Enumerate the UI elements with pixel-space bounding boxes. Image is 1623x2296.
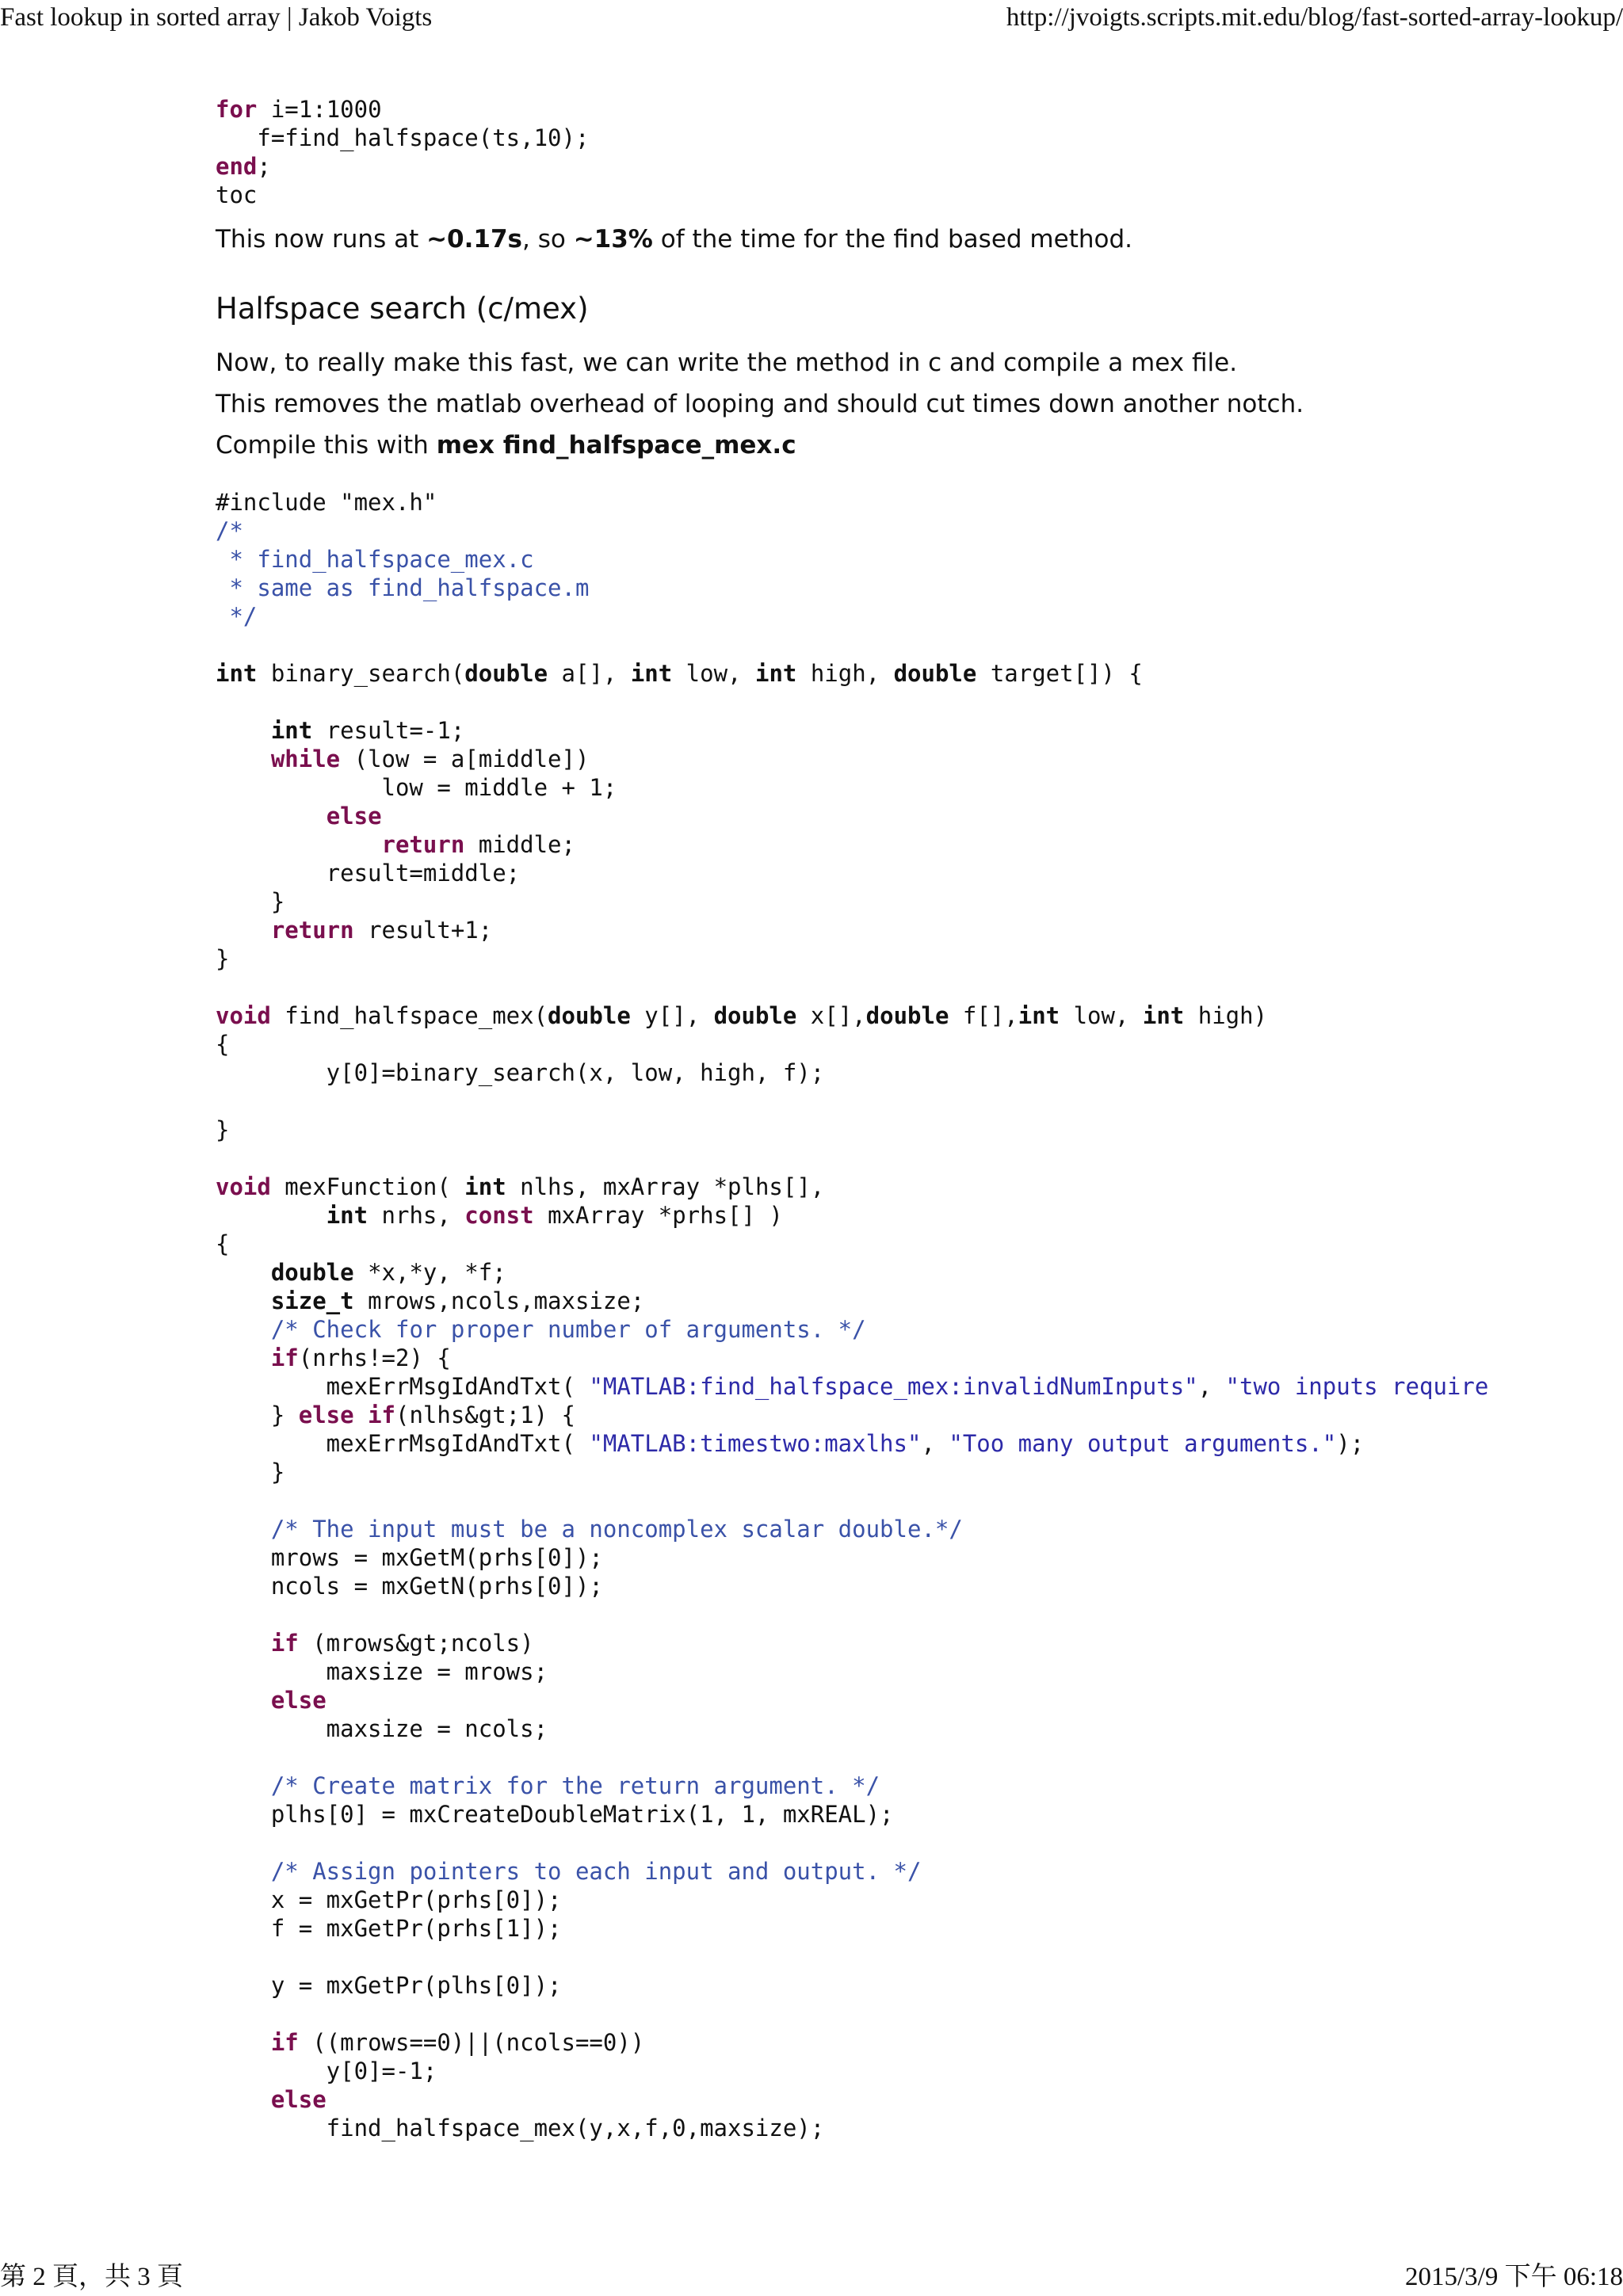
code-line [216, 1857, 1623, 1886]
code-token: maxsize = mrows; [216, 1658, 548, 1685]
code-token: f=find_halfspace(ts,10); [216, 124, 590, 151]
code-token: low = middle + 1; [216, 774, 617, 801]
code-token [216, 831, 382, 858]
code-token: x[], [796, 1002, 866, 1029]
code-token [216, 1259, 271, 1286]
code-line [216, 973, 1623, 1001]
code-token: f[], [949, 1002, 1018, 1029]
code-line [216, 1116, 1623, 1144]
code-line [216, 1030, 1623, 1058]
code-token: y[], [630, 1002, 714, 1029]
code-line [216, 1087, 1623, 1116]
code-token: maxsize = ncols; [216, 1715, 548, 1742]
code-token: #include "mex.h" [216, 489, 437, 516]
code-token: middle; [464, 831, 575, 858]
code-line [216, 1829, 1623, 1857]
code-token [216, 2029, 271, 2056]
code-line [216, 488, 1623, 517]
code-token: * find_halfspace_mex.c [216, 546, 534, 573]
code-token: mrows,ncols,maxsize; [353, 1287, 645, 1314]
code-line [216, 745, 1623, 773]
print-timestamp: 2015/3/9 下午 06:18 [1404, 2263, 1623, 2291]
code-line [216, 1686, 1623, 1714]
code-token: "MATLAB:timestwo:maxlhs" [589, 1430, 922, 1457]
code-token: result+1; [353, 917, 493, 944]
code-line [216, 2028, 1623, 2057]
code-token [216, 1772, 271, 1799]
code-token: double [464, 660, 548, 687]
code-line [216, 2114, 1623, 2142]
code-token: high, [796, 660, 894, 687]
code-token: ((mrows==0)||(ncols==0)) [298, 2029, 645, 2056]
code-line [216, 1173, 1623, 1201]
code-token: return [381, 831, 465, 858]
code-token: int [1142, 1002, 1185, 1029]
code-line [216, 631, 1623, 659]
page-number: 第 2 頁，共 3 頁 [0, 2263, 183, 2291]
code-line [216, 1401, 1623, 1429]
code-token: if [368, 1402, 395, 1428]
code-token: (nrhs!=2) { [298, 1344, 451, 1371]
code-token: ; [257, 153, 271, 180]
code-token: "two inputs require [1225, 1373, 1489, 1400]
code-token: mxArray *prhs[] ) [533, 1202, 783, 1229]
code-line [216, 859, 1623, 887]
code-line [216, 944, 1623, 973]
code-token: nlhs, mxArray *plhs[], [506, 1173, 825, 1200]
code-token: ); [1336, 1430, 1365, 1457]
code-line [216, 1058, 1623, 1087]
result-text-middle: , so [522, 225, 574, 254]
code-token: a[], [548, 660, 631, 687]
page-url: http://jvoigts.scripts.mit.edu/blog/fast-sorted-array-lookup/ [1006, 3, 1623, 32]
code-token: toc [216, 181, 258, 208]
result-text-after: of the time for the find based method. [652, 225, 1132, 254]
code-token [354, 1402, 368, 1428]
code-line [216, 2057, 1623, 2085]
compile-prefix: Compile this with [216, 431, 437, 460]
code-token: } [216, 1116, 230, 1143]
code-token [216, 1858, 271, 1885]
code-token: while [270, 746, 341, 772]
code-token: int [630, 660, 673, 687]
code-token: int [464, 1173, 506, 1200]
code-token: */ [216, 603, 258, 630]
code-token: } [216, 1459, 285, 1486]
intro-line-3 [216, 425, 1623, 466]
code-line [216, 716, 1623, 745]
code-line [216, 1486, 1623, 1515]
code-token: int [754, 660, 797, 687]
code-token [216, 2086, 271, 2113]
code-token: /* The input must be a noncomplex scalar double.*/ [270, 1516, 963, 1543]
code-block-mex [216, 488, 1623, 2142]
result-time-value: ~0.17s [426, 225, 522, 254]
code-token: result=middle; [216, 860, 521, 887]
code-token [216, 803, 327, 830]
code-token [216, 717, 271, 744]
code-token: int [216, 660, 258, 687]
code-line [216, 1458, 1623, 1486]
article-content [216, 95, 1623, 2142]
print-header [0, 2, 1623, 33]
code-line [216, 124, 1623, 152]
code-token: mexErrMsgIdAndTxt( [216, 1373, 590, 1400]
code-token: const [464, 1202, 534, 1229]
code-block-loop [216, 95, 1623, 209]
code-token: high) [1184, 1002, 1268, 1029]
code-token: if [270, 1630, 299, 1657]
code-token: double [713, 1002, 797, 1029]
code-token: mrows = mxGetM(prhs[0]); [216, 1544, 603, 1571]
code-line [216, 1201, 1623, 1230]
code-token [216, 1687, 271, 1714]
code-line [216, 1600, 1623, 1629]
code-token: if [270, 1344, 299, 1371]
code-token [216, 1316, 271, 1343]
code-token: void [216, 1002, 271, 1029]
code-line [216, 95, 1623, 124]
result-percent-value: ~13% [573, 225, 653, 254]
code-line [216, 152, 1623, 181]
code-token: int [326, 1202, 369, 1229]
code-token: f = mxGetPr(prhs[1]); [216, 1915, 562, 1942]
code-token: (nlhs&gt;1) { [395, 1402, 575, 1428]
code-token: { [216, 1230, 230, 1257]
code-line [216, 1714, 1623, 1743]
code-token: (mrows&gt;ncols) [298, 1630, 534, 1657]
code-token: for [216, 96, 258, 123]
code-token: } [216, 888, 285, 915]
code-token: else [326, 803, 382, 830]
intro-line-1: Now, to really make this fast, we can write the method in c and compile a mex file. [216, 349, 1238, 377]
code-token: y[0]=-1; [216, 2058, 437, 2084]
code-line [216, 602, 1623, 631]
code-token: /* [216, 517, 243, 544]
code-line [216, 1315, 1623, 1344]
code-token: double [865, 1002, 949, 1029]
code-line [216, 688, 1623, 716]
code-token: /* Create matrix for the return argument. */ [270, 1772, 880, 1799]
code-token: void [216, 1173, 271, 1200]
code-line [216, 916, 1623, 944]
code-line [216, 1344, 1623, 1372]
code-line [216, 1800, 1623, 1829]
code-line [216, 574, 1623, 602]
code-token: else [270, 1687, 327, 1714]
code-token: end [216, 153, 258, 180]
code-line [216, 1372, 1623, 1401]
code-token: x = mxGetPr(prhs[0]); [216, 1886, 562, 1913]
intro-paragraph [216, 342, 1623, 466]
code-token: else [270, 2086, 327, 2113]
code-token: double [270, 1259, 354, 1286]
code-line [216, 1543, 1623, 1572]
code-token: binary_search( [257, 660, 465, 687]
code-token: find_halfspace_mex( [270, 1002, 548, 1029]
code-line [216, 1515, 1623, 1543]
code-token [216, 1344, 271, 1371]
code-token: i=1:1000 [257, 96, 382, 123]
code-line [216, 545, 1623, 574]
code-line [216, 1914, 1623, 1943]
code-token: mexErrMsgIdAndTxt( [216, 1430, 590, 1457]
code-line [216, 1144, 1623, 1173]
section-heading: Halfspace search (c/mex) [216, 292, 589, 326]
code-token [216, 1287, 271, 1314]
code-token: "MATLAB:find_halfspace_mex:invalidNumInputs" [589, 1373, 1198, 1400]
result-paragraph [216, 219, 1623, 260]
code-token [216, 1202, 327, 1229]
code-line [216, 1258, 1623, 1287]
code-line [216, 1943, 1623, 1971]
code-line [216, 887, 1623, 916]
code-line [216, 1287, 1623, 1315]
code-token: , [1197, 1373, 1226, 1400]
code-line [216, 1772, 1623, 1800]
code-line [216, 181, 1623, 209]
print-footer [0, 2261, 1623, 2293]
intro-line-2: This removes the matlab overhead of looping and should cut times down another notch. [216, 390, 1304, 418]
code-token: mexFunction( [270, 1173, 465, 1200]
code-token: low, [1060, 1002, 1143, 1029]
compile-command: mex find_halfspace_mex.c [436, 431, 796, 460]
code-token: find_halfspace_mex(y,x,f,0,maxsize); [216, 2115, 825, 2142]
code-token: ncols = mxGetN(prhs[0]); [216, 1573, 603, 1600]
code-token: result=-1; [312, 717, 465, 744]
code-token: target[]) { [976, 660, 1143, 687]
code-token: /* Check for proper number of arguments. */ [270, 1316, 866, 1343]
code-token: plhs[0] = mxCreateDoubleMatrix(1, 1, mxREAL); [216, 1801, 894, 1828]
code-token: else [298, 1402, 354, 1428]
code-line [216, 1230, 1623, 1258]
code-line [216, 1629, 1623, 1657]
code-line [216, 1429, 1623, 1458]
code-line [216, 773, 1623, 802]
code-line [216, 517, 1623, 545]
code-token: , [921, 1430, 949, 1457]
code-token: if [270, 2029, 299, 2056]
code-token: double [548, 1002, 631, 1029]
code-line [216, 1572, 1623, 1600]
code-line [216, 2000, 1623, 2028]
code-token: } [216, 1402, 299, 1428]
code-line [216, 1001, 1623, 1030]
code-token: size_t [270, 1287, 354, 1314]
code-line [216, 802, 1623, 830]
code-token [216, 746, 271, 772]
code-token: (low = a[middle]) [340, 746, 590, 772]
code-token: int [1018, 1002, 1060, 1029]
code-token: } [216, 945, 230, 972]
code-token: y = mxGetPr(plhs[0]); [216, 1972, 562, 1999]
code-line [216, 1657, 1623, 1686]
code-token: * same as find_halfspace.m [216, 574, 590, 601]
code-line [216, 1886, 1623, 1914]
code-token: return [270, 917, 354, 944]
code-line [216, 2085, 1623, 2114]
code-token: *x,*y, *f; [353, 1259, 506, 1286]
code-token: "Too many output arguments." [949, 1430, 1337, 1457]
code-token: low, [672, 660, 755, 687]
code-token: /* Assign pointers to each input and output. */ [270, 1858, 922, 1885]
code-line [216, 830, 1623, 859]
code-line [216, 1743, 1623, 1772]
code-line [216, 659, 1623, 688]
code-token: nrhs, [368, 1202, 465, 1229]
code-token [216, 1630, 271, 1657]
code-line [216, 1971, 1623, 2000]
code-token [216, 1516, 271, 1543]
code-token: double [893, 660, 977, 687]
code-token: int [270, 717, 313, 744]
page-title: Fast lookup in sorted array | Jakob Voigts [0, 3, 433, 32]
code-token [216, 917, 271, 944]
result-text-before: This now runs at [216, 225, 427, 254]
code-token: y[0]=binary_search(x, low, high, f); [216, 1059, 825, 1086]
code-token: { [216, 1031, 230, 1058]
